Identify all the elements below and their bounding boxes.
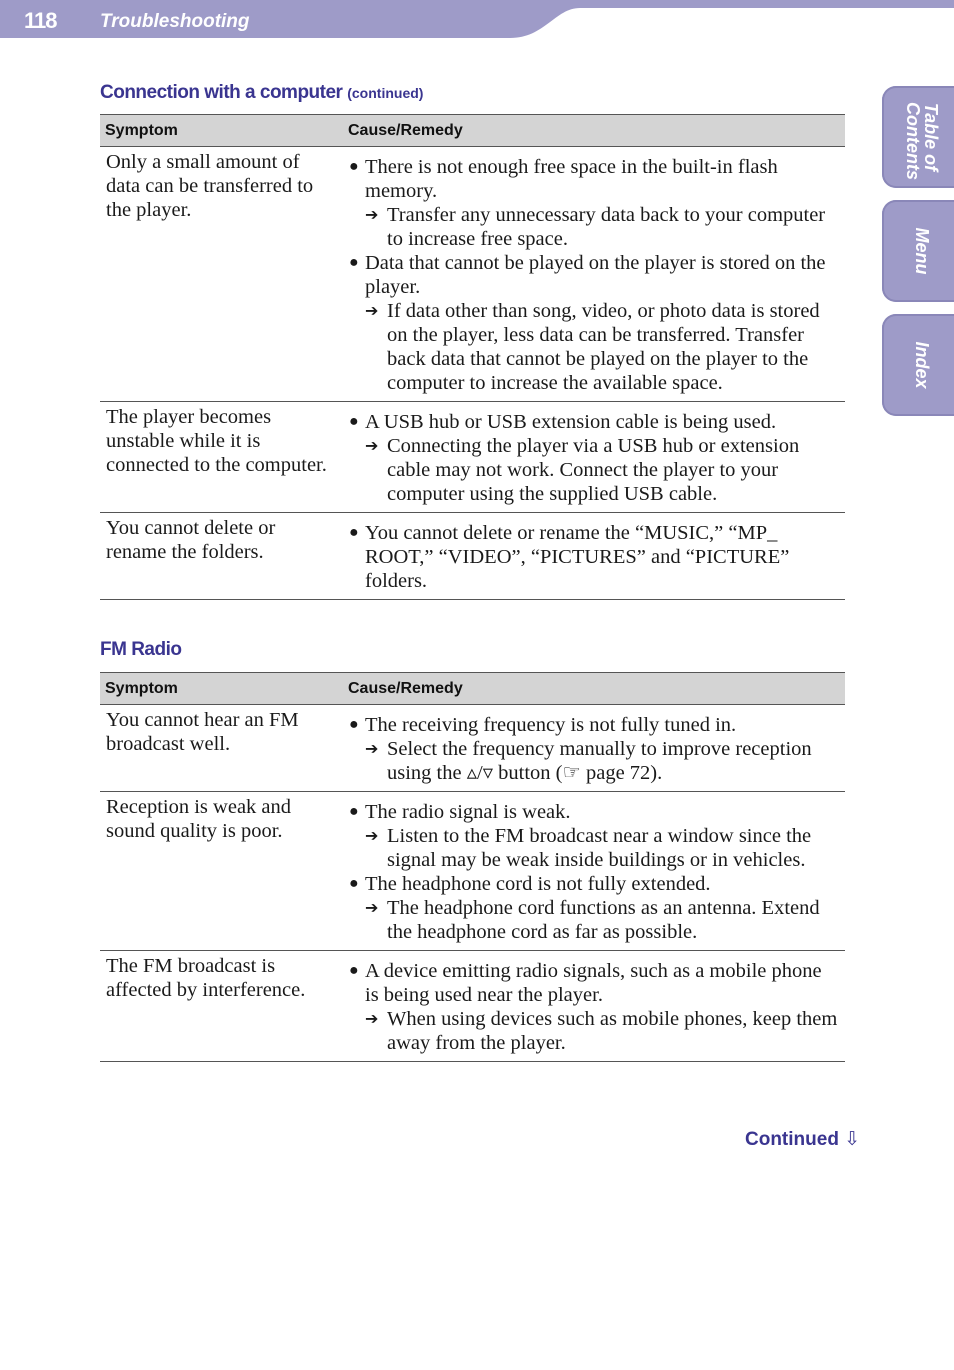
cause-item <box>349 800 840 824</box>
remedy-text: Transfer any unnecessary data back to your computer to increase free space. <box>387 204 826 250</box>
side-tab-index[interactable] <box>882 314 954 416</box>
bullet-icon: ● <box>349 158 359 175</box>
arrow-right-icon: ➔ <box>365 436 379 455</box>
symptom-cell: The FM broadcast is affected by interference. <box>100 951 343 1062</box>
cause-cell <box>343 513 845 600</box>
bullet-icon: ● <box>349 875 359 892</box>
symptom-cell: You cannot hear an FM broadcast well. <box>100 705 343 792</box>
cause-text: There is not enough free space in the built-in flash memory. <box>365 156 778 202</box>
remedy-text: Connecting the player via a USB hub or extension cable may not work. Connect the player to your computer using the supplied USB cable. <box>387 435 800 505</box>
continued-label: Continued <box>745 1129 839 1150</box>
column-header-cause: Cause/Remedy <box>343 673 845 705</box>
remedy-text: Listen to the FM broadcast near a window since the signal may be weak inside buildings or in vehicles. <box>387 825 812 871</box>
arrow-right-icon: ➔ <box>365 1009 379 1028</box>
cause-text: A USB hub or USB extension cable is being used. <box>365 411 777 433</box>
table-row <box>100 705 845 792</box>
table-row <box>100 147 845 402</box>
cause-item <box>349 521 840 593</box>
header-section-title: Troubleshooting <box>100 11 250 32</box>
arrow-right-icon: ➔ <box>365 301 379 320</box>
bullet-icon: ● <box>349 524 359 541</box>
cause-item <box>349 155 840 203</box>
continued-link[interactable] <box>745 1128 860 1151</box>
cause-cell <box>343 705 845 792</box>
arrow-right-icon: ➔ <box>365 739 379 758</box>
cause-item <box>349 251 840 299</box>
remedy-item <box>349 1007 840 1055</box>
cause-item <box>349 410 840 434</box>
cause-item <box>349 713 840 737</box>
bullet-icon: ● <box>349 962 359 979</box>
cause-cell <box>343 402 845 513</box>
table-row <box>100 951 845 1062</box>
cause-item <box>349 959 840 1007</box>
cause-text: The radio signal is weak. <box>365 801 571 823</box>
troubleshooting-table-connection <box>100 114 845 600</box>
table-header-row <box>100 673 845 705</box>
cause-cell <box>343 792 845 951</box>
cause-text: You cannot delete or rename the “MUSIC,” “MP_ ROOT,” “VIDEO”, “PICTURES” and “PICTURE” folders. <box>365 522 790 592</box>
side-tab-label: Table of Contents <box>903 102 941 180</box>
arrow-right-icon: ➔ <box>365 205 379 224</box>
remedy-text: The headphone cord functions as an antenna. Extend the headphone cord as far as possible. <box>387 897 820 943</box>
side-tab-label: Index <box>912 341 932 389</box>
section-title: FM Radio <box>100 639 182 660</box>
cause-cell <box>343 951 845 1062</box>
column-header-symptom: Symptom <box>100 673 343 705</box>
column-header-symptom: Symptom <box>100 115 343 147</box>
page-number: 118 <box>24 8 57 33</box>
table-row <box>100 513 845 600</box>
remedy-item <box>349 299 840 395</box>
section-title: Connection with a computer <box>100 82 343 103</box>
symptom-cell: You cannot delete or rename the folders. <box>100 513 343 600</box>
troubleshooting-table-fm-radio <box>100 672 845 1062</box>
bullet-icon: ● <box>349 254 359 271</box>
table-row <box>100 402 845 513</box>
remedy-text: If data other than song, video, or photo data is stored on the player, less data can be transferred. Transfer back data that cannot be played on the player to the computer to increase the available space. <box>387 300 820 394</box>
arrow-right-icon: ➔ <box>365 898 379 917</box>
side-tab-table-of-contents[interactable] <box>882 86 954 188</box>
section-heading-fm-radio <box>100 639 182 661</box>
remedy-text: Select the frequency manually to improve reception using the ▵/▿ button (☞ page 72). <box>387 738 812 784</box>
remedy-item <box>349 203 840 251</box>
arrow-right-icon: ➔ <box>365 826 379 845</box>
cause-text: The receiving frequency is not fully tuned in. <box>365 714 737 736</box>
symptom-cell: Only a small amount of data can be transferred to the player. <box>100 147 343 402</box>
bullet-icon: ● <box>349 413 359 430</box>
cause-cell <box>343 147 845 402</box>
remedy-text: When using devices such as mobile phones, keep them away from the player. <box>387 1008 838 1054</box>
side-tab-label: Menu <box>912 227 932 275</box>
cause-text: A device emitting radio signals, such as a mobile phone is being used near the player. <box>365 960 822 1006</box>
cause-text: Data that cannot be played on the player is stored on the player. <box>365 252 826 298</box>
table-header-row <box>100 115 845 147</box>
section-heading-connection <box>100 82 423 104</box>
side-tab-menu[interactable] <box>882 200 954 302</box>
table-row <box>100 792 845 951</box>
remedy-item <box>349 824 840 872</box>
column-header-cause: Cause/Remedy <box>343 115 845 147</box>
bullet-icon: ● <box>349 803 359 820</box>
arrow-down-icon: ⇩ <box>844 1128 861 1150</box>
bullet-icon: ● <box>349 716 359 733</box>
symptom-cell: Reception is weak and sound quality is poor. <box>100 792 343 951</box>
cause-item <box>349 872 840 896</box>
remedy-item <box>349 737 840 785</box>
remedy-item <box>349 896 840 944</box>
symptom-cell: The player becomes unstable while it is connected to the computer. <box>100 402 343 513</box>
remedy-item <box>349 434 840 506</box>
continued-tag: (continued) <box>347 85 424 101</box>
cause-text: The headphone cord is not fully extended. <box>365 873 711 895</box>
